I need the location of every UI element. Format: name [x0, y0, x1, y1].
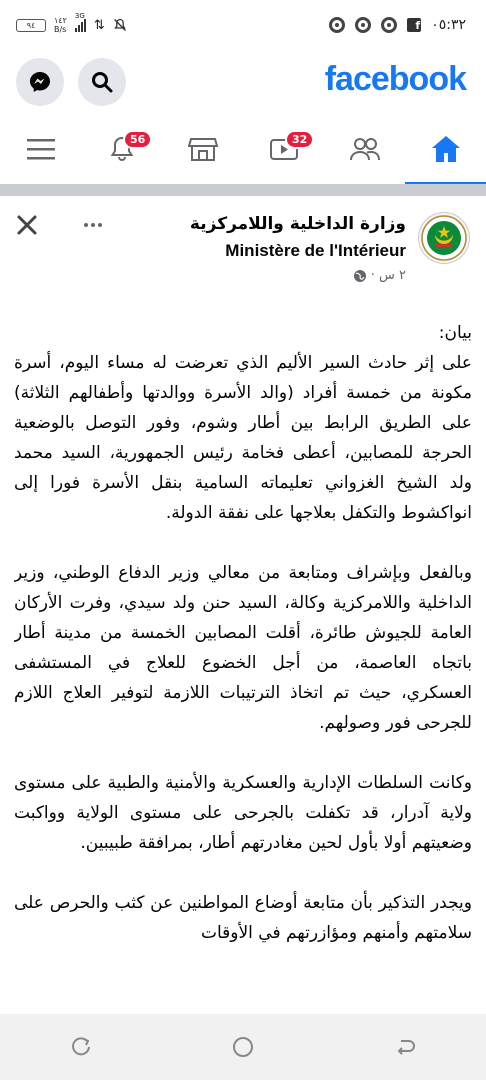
- app-header: [0, 50, 486, 114]
- mute-icon: [113, 18, 127, 32]
- notifications-badge: 56: [123, 130, 152, 149]
- tab-groups[interactable]: [324, 114, 405, 184]
- recent-apps-icon[interactable]: [69, 1035, 93, 1059]
- post-paragraph: بيان:: [438, 323, 472, 343]
- network-speed-unit: B/s: [54, 25, 67, 34]
- hamburger-icon: [27, 137, 55, 161]
- feed-divider: [0, 184, 486, 196]
- ministry-seal-icon: [421, 215, 467, 261]
- data-arrows-icon: ⇅: [93, 17, 105, 33]
- more-options-dot: [98, 223, 102, 227]
- status-bar: [0, 0, 486, 50]
- tab-marketplace[interactable]: [162, 114, 243, 184]
- battery-level: ٩٤: [26, 20, 36, 30]
- post-time: ٢ س ·: [370, 268, 406, 283]
- status-right: [329, 17, 466, 33]
- watch-badge: 32: [285, 130, 314, 149]
- network-speed: [54, 16, 67, 34]
- tab-home[interactable]: [405, 114, 486, 184]
- tab-notifications[interactable]: [81, 114, 162, 184]
- globe-icon: [353, 269, 367, 283]
- hide-post-button[interactable]: [12, 210, 42, 240]
- more-options-dot: [91, 223, 95, 227]
- messenger-icon: [28, 70, 52, 94]
- back-icon[interactable]: [393, 1035, 417, 1059]
- tab-watch[interactable]: [243, 114, 324, 184]
- more-options-dot: [84, 223, 88, 227]
- tab-menu[interactable]: [0, 114, 81, 184]
- home-button-icon[interactable]: [231, 1035, 255, 1059]
- facebook-notification-icon: f: [407, 18, 421, 32]
- chrome-icon: [381, 17, 397, 33]
- signal-icon: [74, 12, 86, 32]
- groups-icon: [349, 135, 381, 163]
- tab-bar: [0, 114, 486, 185]
- post-paragraph: وكانت السلطات الإدارية والعسكرية والأمنية والطبية على مستوى ولاية آدرار، قد تكفلت بالجرحى على مستوى الولاية وواكبت وضعيتهم أولا بأول لحين مغادرتهم أطار، بمرافقة طبيبين.: [14, 773, 472, 853]
- page-name-french[interactable]: Ministère de l'Intérieur: [225, 241, 406, 260]
- search-icon: [90, 70, 114, 94]
- close-icon: [16, 214, 38, 236]
- home-icon: [430, 134, 462, 164]
- post-header: [0, 196, 486, 296]
- system-navigation-bar: [0, 1014, 486, 1080]
- post-meta[interactable]: [353, 268, 406, 283]
- facebook-logo[interactable]: facebook: [324, 60, 466, 98]
- post-paragraph: على إثر حادث السير الأليم الذي تعرضت له مساء اليوم، أسرة مكونة من خمسة أفراد (والد الأسرة ووالدتها وأطفالهم الثلاثة) على الطريق الرابط بين أطار وشوم، وفور التوصل بالوضعية الحرجة للمصابين، أعطى فخامة رئيس الجمهورية، السيد محمد ولد الشيخ الغزواني تعليماته السامية بنقل الأسرة فورا إلى انواكشوط والتكفل بعلاجها على نفقة الدولة.: [14, 353, 472, 523]
- post-text: [14, 318, 472, 1018]
- signal-type: 3G: [74, 12, 85, 20]
- status-left: [16, 12, 127, 34]
- post-paragraph: وبالفعل وبإشراف ومتابعة من معالي وزير الدفاع الوطني، وزير الداخلية واللامركزية وكالة، السيد حنن ولد سيدي، وفرت الأركان العامة للجيوش طائرة، أقلت المصابين الخمسة من مدينة أطار باتجاه العاصمة، من أجل الخضوع للعلاج في المستشفى العسكري، حيث تم اتخاذ الترتيبات اللازمة لتوفير العلاج اللازم للجرحى فور وصولهم.: [14, 563, 472, 733]
- more-options-button[interactable]: [78, 210, 108, 240]
- clock: ٠٥:٣٢: [431, 17, 466, 33]
- battery-icon: [16, 19, 46, 32]
- page-name-arabic[interactable]: وزارة الداخلية واللامركزية: [189, 214, 406, 234]
- marketplace-icon: [188, 135, 218, 163]
- post-paragraph: ويجدر التذكير بأن متابعة أوضاع المواطنين عن كثب والحرص على سلامتهم وأمنهم ومؤازرتهم في الأوقات: [14, 893, 472, 943]
- search-button[interactable]: [78, 58, 126, 106]
- network-speed-value: ١٤٢: [54, 16, 67, 25]
- messenger-button[interactable]: [16, 58, 64, 106]
- chrome-icon: [355, 17, 371, 33]
- chrome-icon: [329, 17, 345, 33]
- page-avatar[interactable]: [418, 212, 470, 264]
